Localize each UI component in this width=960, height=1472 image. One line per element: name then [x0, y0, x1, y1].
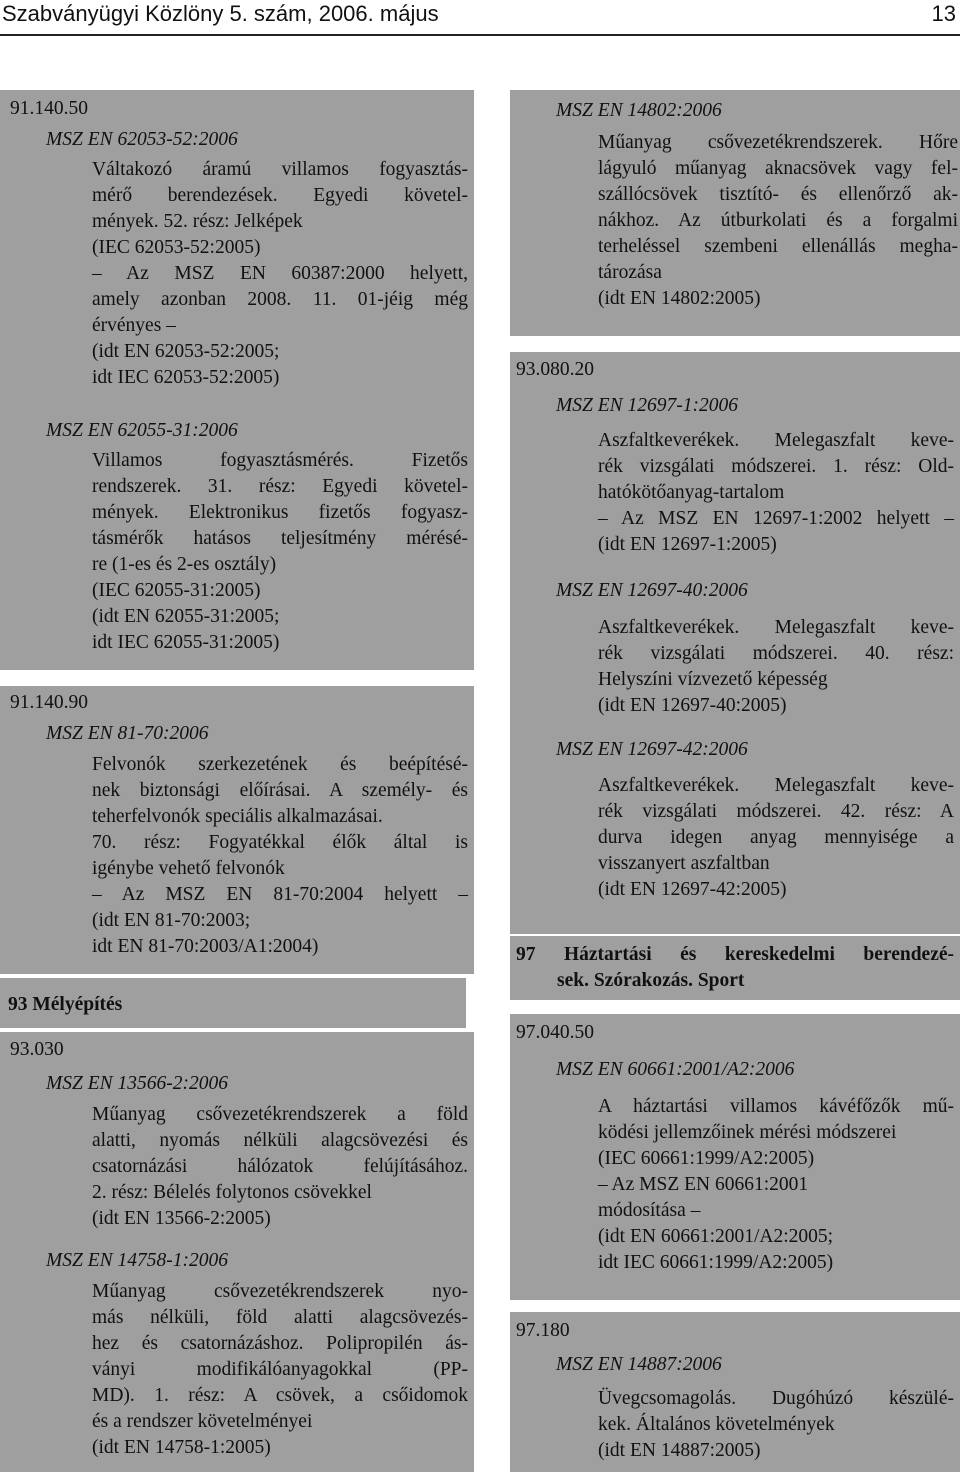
standard-description — [598, 1094, 960, 1276]
standard-id: MSZ EN 62055-31:2006 — [46, 420, 238, 441]
heading-97-line: sek. Szórakozás. Sport — [557, 970, 745, 991]
standard-id: MSZ EN 13566-2:2006 — [46, 1073, 228, 1094]
desc-line: (idt EN 12697-40:2005) — [598, 695, 787, 716]
desc-line: Műanyag csővezetékrendszerek nyo- — [92, 1281, 468, 1302]
desc-line: rék vizsgálati módszerei. 42. rész: A — [598, 801, 954, 822]
desc-line: teherfelvonók speciális alkalmazásai. — [92, 806, 383, 827]
desc-line: (IEC 62055-31:2005) — [92, 580, 261, 601]
desc-line: idt IEC 62053-52:2005) — [92, 367, 280, 388]
desc-line: Aszfaltkeverékek. Melegaszfalt keve- — [598, 617, 954, 638]
standard-id: MSZ EN 12697-1:2006 — [556, 395, 738, 416]
desc-line: (idt EN 12697-1:2005) — [598, 534, 777, 555]
heading-93: 93 Mélyépítés — [0, 978, 466, 1028]
standard-id: MSZ EN 14758-1:2006 — [46, 1250, 228, 1271]
standard-id: MSZ EN 60661:2001/A2:2006 — [556, 1059, 795, 1080]
desc-line: mények. 52. rész: Jelképek — [92, 211, 303, 232]
desc-line: érvényes – — [92, 315, 176, 336]
desc-line: más nélküli, föld alatti alagcsövezés- — [92, 1307, 468, 1328]
desc-line: (idt EN 14758-1:2005) — [92, 1437, 271, 1458]
desc-line: (idt EN 81-70:2003; — [92, 910, 251, 931]
page-number: 13 — [931, 1, 956, 26]
standard-id: MSZ EN 81-70:2006 — [46, 723, 209, 744]
section-code: 93.030 — [10, 1039, 64, 1060]
standard-description — [598, 615, 960, 719]
desc-line: lágyuló műanyag aknacsövek vagy fel- — [598, 158, 958, 179]
page-header — [0, 0, 960, 34]
desc-line: Felvonók szerkezetének és beépítésé- — [92, 754, 468, 775]
standard-description — [598, 130, 960, 312]
desc-line: (idt EN 60661:2001/A2:2005; — [598, 1226, 834, 1247]
desc-line: idt IEC 62055-31:2005) — [92, 632, 280, 653]
desc-line: nákhoz. Az útburkolati és a forgalmi — [598, 210, 958, 231]
desc-line: rék vizsgálati módszerei. 40. rész: — [598, 643, 954, 664]
standard-description — [598, 1386, 960, 1464]
desc-line: durva idegen anyag mennyisége a — [598, 827, 954, 848]
desc-line: tásmérők hatásos teljesítmény mérésé- — [92, 528, 468, 549]
desc-line: csatornázási hálózatok felújításához. — [92, 1156, 468, 1177]
desc-line: mérő berendezések. Egyedi követel- — [92, 185, 468, 206]
heading-97-line: 97 Háztartási és kereskedelmi berendezé- — [516, 944, 954, 965]
desc-line: tározása — [598, 262, 662, 283]
desc-line: (IEC 62053-52:2005) — [92, 237, 261, 258]
desc-line: 2. rész: Bélelés folytonos csövekkel — [92, 1182, 372, 1203]
desc-line: idt EN 81-70:2003/A1:2004) — [92, 936, 319, 957]
desc-line: mények. Elektronikus fizetős fogyasz- — [92, 502, 468, 523]
desc-line: A háztartási villamos kávéfőzők mű- — [598, 1096, 954, 1117]
standard-id: MSZ EN 14887:2006 — [556, 1354, 722, 1375]
standard-description — [92, 157, 474, 391]
desc-line: Aszfaltkeverékek. Melegaszfalt keve- — [598, 430, 954, 451]
desc-line: Villamos fogyasztásmérés. Fizetős — [92, 450, 468, 471]
standard-id: MSZ EN 62053-52:2006 — [46, 129, 238, 150]
standard-id: MSZ EN 14802:2006 — [556, 100, 722, 121]
desc-line: Aszfaltkeverékek. Melegaszfalt keve- — [598, 775, 954, 796]
desc-line: rendszerek. 31. rész: Egyedi követel- — [92, 476, 468, 497]
desc-line: módosítása – — [598, 1200, 701, 1221]
desc-line: (idt EN 14887:2005) — [598, 1440, 761, 1461]
desc-line: hez és csatornázáshoz. Polipropilén ás- — [92, 1333, 468, 1354]
desc-line: idt IEC 60661:1999/A2:2005) — [598, 1252, 834, 1273]
desc-line: – Az MSZ EN 12697-1:2002 helyett – — [598, 508, 954, 529]
desc-line: rék vizsgálati módszerei. 1. rész: Old- — [598, 456, 954, 477]
standard-description — [598, 428, 960, 558]
desc-line: Műanyag csővezetékrendszerek. Hőre — [598, 132, 958, 153]
section-code: 97.040.50 — [516, 1022, 594, 1043]
header-divider — [0, 34, 960, 36]
journal-title: Szabványügyi Közlöny 5. szám, 2006. május — [2, 1, 439, 26]
desc-line: (idt EN 62053-52:2005; — [92, 341, 280, 362]
desc-line: amely azonban 2008. 11. 01-jéig még — [92, 289, 468, 310]
section-code: 91.140.50 — [10, 98, 88, 119]
desc-line: (idt EN 14802:2005) — [598, 288, 761, 309]
desc-line: Üvegcsomagolás. Dugóhúzó készülé- — [598, 1388, 954, 1409]
desc-line: (IEC 60661:1999/A2:2005) — [598, 1148, 815, 1169]
standard-description — [92, 448, 474, 656]
desc-line: (idt EN 12697-42:2005) — [598, 879, 787, 900]
desc-line: kek. Általános követelmények — [598, 1414, 835, 1435]
desc-line: 70. rész: Fogyatékkal élők által is — [92, 832, 468, 853]
desc-line: – Az MSZ EN 60387:2000 helyett, — [92, 263, 468, 284]
desc-line: re (1-es és 2-es osztály) — [92, 554, 277, 575]
desc-line: ködési jellemzőinek mérési módszerei — [598, 1122, 897, 1143]
desc-line: ványi modifikálóanyagokkal (PP- — [92, 1359, 468, 1380]
desc-line: (idt EN 13566-2:2005) — [92, 1208, 271, 1229]
section-code: 93.080.20 — [516, 359, 594, 380]
desc-line: hatókötőanyag-tartalom — [598, 482, 785, 503]
desc-line: szállócsövek tisztító- és ellenőrző ak- — [598, 184, 958, 205]
desc-line: alatti, nyomás nélküli alagcsövezési és — [92, 1130, 468, 1151]
desc-line: Műanyag csővezetékrendszerek a föld — [92, 1104, 468, 1125]
desc-line: és a rendszer követelményei — [92, 1411, 313, 1432]
desc-line: Váltakozó áramú villamos fogyasztás- — [92, 159, 468, 180]
desc-line: terheléssel szembeni ellenállás megha- — [598, 236, 958, 257]
desc-line: igénybe vehető felvonók — [92, 858, 285, 879]
standard-description — [92, 752, 474, 960]
heading-97 — [510, 936, 960, 1000]
standard-description — [92, 1279, 474, 1461]
standard-id: MSZ EN 12697-40:2006 — [556, 580, 748, 601]
desc-line: – Az MSZ EN 60661:2001 — [598, 1174, 809, 1195]
standard-description — [92, 1102, 474, 1232]
desc-line: (idt EN 62055-31:2005; — [92, 606, 280, 627]
section-code: 91.140.90 — [10, 692, 88, 713]
standard-description — [598, 773, 960, 903]
standard-id: MSZ EN 12697-42:2006 — [556, 739, 748, 760]
desc-line: – Az MSZ EN 81-70:2004 helyett – — [92, 884, 468, 905]
desc-line: visszanyert aszfaltban — [598, 853, 770, 874]
desc-line: MD). 1. rész: A csövek, a csőidomok — [92, 1385, 468, 1406]
desc-line: Helyszíni vízvezető képesség — [598, 669, 828, 690]
section-code: 97.180 — [516, 1320, 570, 1341]
desc-line: nek biztonsági előírásai. A személy- és — [92, 780, 468, 801]
